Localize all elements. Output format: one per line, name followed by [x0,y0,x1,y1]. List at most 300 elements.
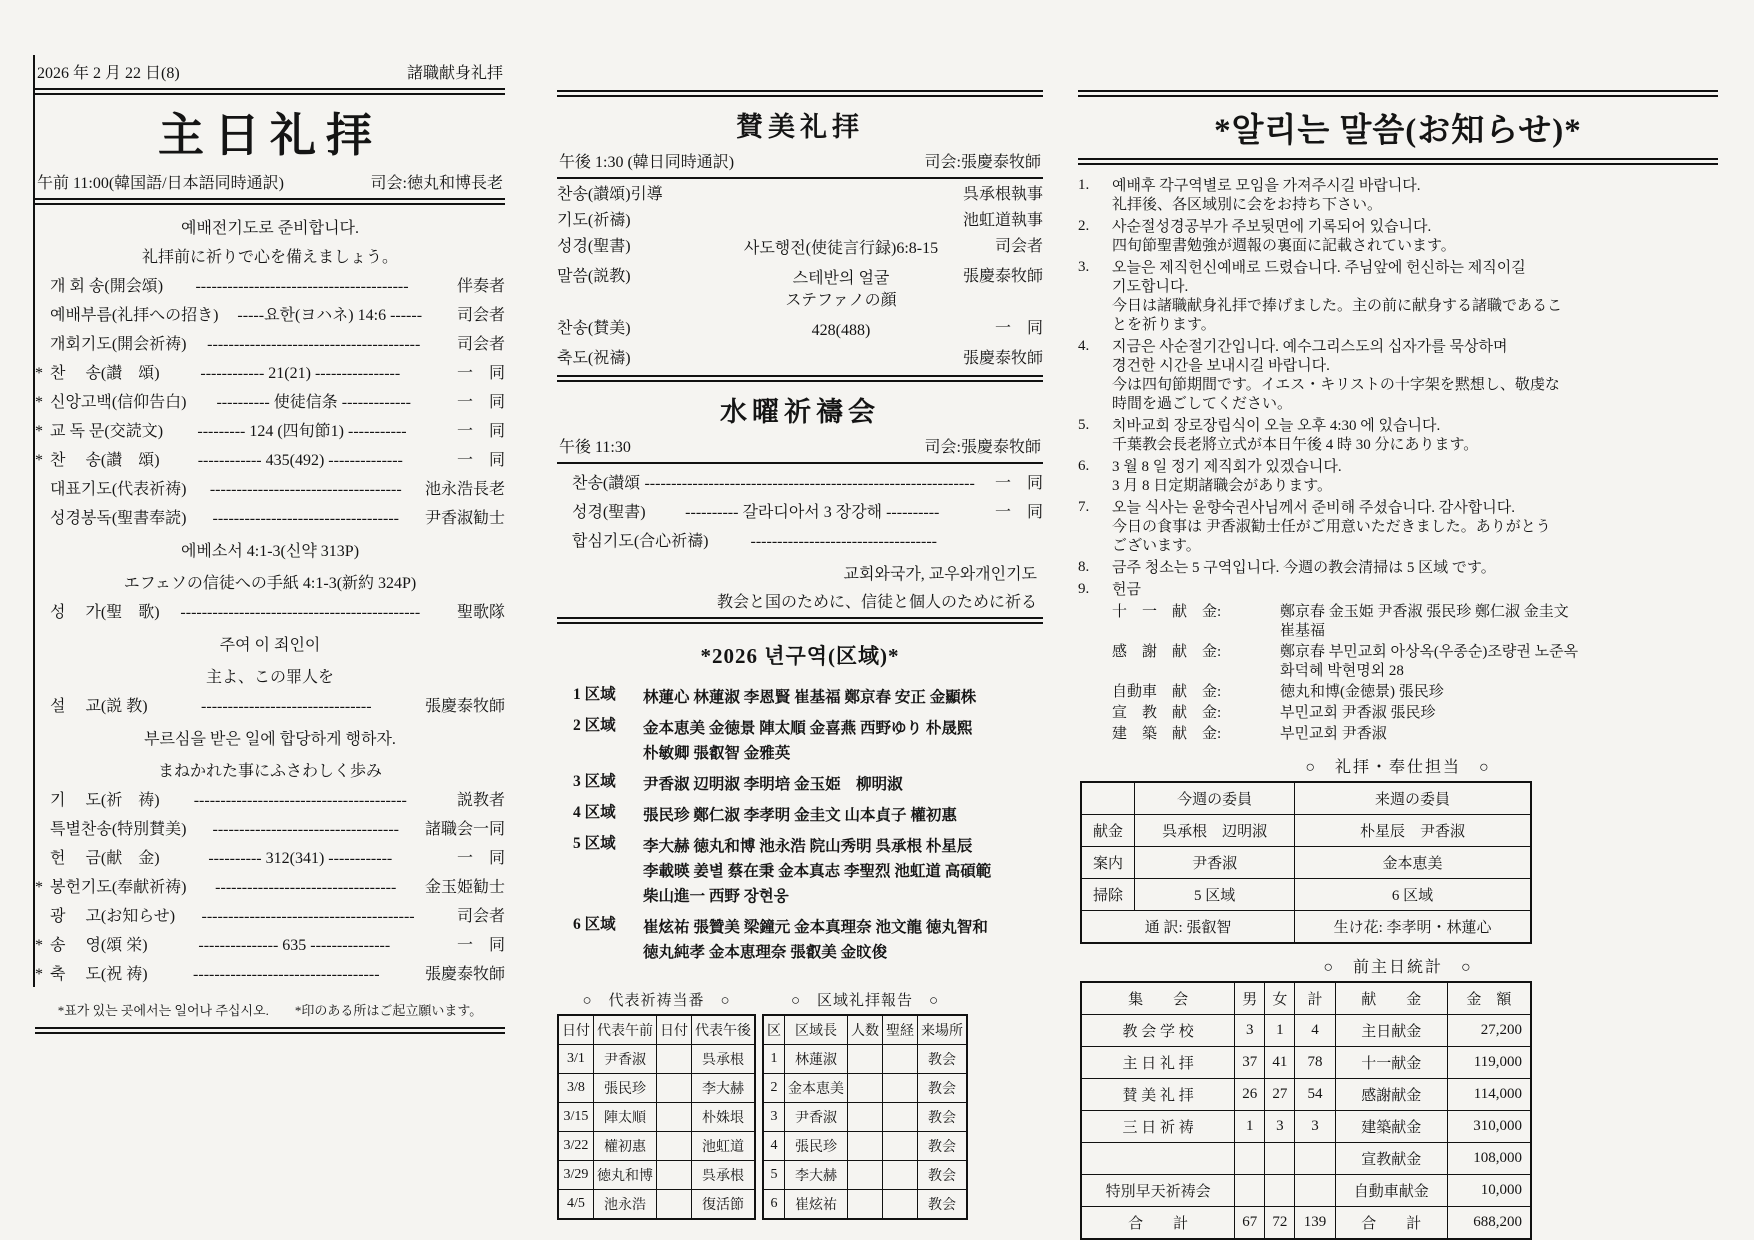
table-cell: 十一献金 [1335,1047,1447,1079]
prayer-duty-table [557,1014,756,1220]
announcement-text [1112,338,1718,414]
table-cell [883,1132,918,1161]
table-row [1081,815,1531,847]
order-row [35,878,505,897]
districts-title: *2026 년구역(区域)* [700,644,900,668]
table-cell [657,1074,692,1103]
duty-next-week-cell: 6 区域 [1295,879,1531,911]
announcement-line: とを祈ります。 [1112,317,1216,333]
praise-item-content [725,185,957,187]
order-person: 金玉姫勧士 [424,879,505,896]
order-person: 一 同 [456,452,505,469]
announcement-line: 지금은 사순절기간입니다. 예수그리스도의 십자가를 묵상하며 [1112,339,1508,355]
table-cell: 建築献金 [1335,1111,1447,1143]
table-header-row [558,1015,755,1045]
star-mark: * [35,879,43,896]
table-cell: 朴姝垠 [692,1103,756,1132]
order-subline: 에베소서 4:1-3(신약 313P) [180,543,360,560]
table-cell [1235,1143,1265,1175]
district-number: 4 区域 [573,804,616,821]
table-row [1081,1175,1531,1207]
table-cell: 呉承根 [692,1161,756,1190]
table-cell: 金本恵美 [785,1074,848,1103]
district-number: 1 区域 [573,686,616,703]
district-members-line: 柴山進一 西野 장현웅 [643,888,789,905]
announcement-item [1078,499,1718,556]
order-leader: -----요한(ヨハネ) 14:6 ------ [237,307,423,324]
table-cell [1265,1175,1295,1207]
order-leader: ----------------------------------- [212,510,399,527]
offering-type: 自動車 献 金: [1112,684,1222,700]
praise-item-label: 기도(祈禱) [557,212,631,229]
order-leader: ---------------------------------- [215,879,397,896]
table-row [558,1103,755,1132]
announcement-item [1078,259,1718,335]
praise-item-content [725,267,957,313]
table-cell: 尹香淑 [594,1045,657,1074]
order-person: 伴奏者 [456,278,505,295]
order-row [35,849,505,868]
table-cell: 78 [1295,1047,1335,1079]
order-item-label: 기 도(祈 祷) [50,792,160,809]
announcement-number: 6. [1078,458,1090,474]
wednesday-mc: 司会:張慶泰牧師 [924,439,1041,456]
duty-label-cell: 案内 [1081,847,1135,879]
event-name: 諸職献身礼拝 [406,65,503,82]
table-cell: 3 [763,1103,785,1132]
praise-item-content [725,211,957,213]
district-number: 5 区域 [573,835,616,852]
order-person: 一 同 [994,475,1043,492]
table-row [558,1161,755,1190]
table-row [1081,1047,1531,1079]
table-cell: 26 [1235,1079,1265,1111]
district-report-table-title: ○ 区域礼拝報告 ○ [790,993,940,1009]
table-cell: 三 日 祈 祷 [1081,1111,1235,1143]
announcements-title: *알리는 말씀(お知らせ)* [1214,113,1582,149]
order-leader: ---------- 312(341) ------------ [208,850,393,867]
table-cell: 李大赫 [692,1074,756,1103]
table-cell: 徳丸和博 [594,1161,657,1190]
table-cell: 3/29 [558,1161,594,1190]
table-cell: 合 計 [1081,1207,1235,1240]
district-members [643,682,1043,710]
order-row [35,907,505,926]
service-info-row [37,170,503,193]
order-item-label: 찬 송(讃 頌) [50,365,160,382]
order-leader: ------------ 21(21) ---------------- [200,365,401,382]
table-cell [657,1045,692,1074]
district-members-line: 李載暎 姜별 蔡在秉 金本真志 李聖烈 池虹道 高碩範 [643,863,992,880]
table-row [1081,1079,1531,1111]
table-cell: 感謝献金 [1335,1079,1447,1111]
table-cell [1081,1143,1235,1175]
announcement-line: 오늘 식사는 윤향숙권사님께서 준비해 주셨습니다. 감사합니다. [1112,500,1515,516]
prayer-duty-table-wrap [557,989,756,1220]
order-row [35,277,505,296]
order-row [557,474,1043,493]
table-row [763,1132,967,1161]
table-cell: 139 [1295,1207,1335,1240]
table-row [558,1045,755,1074]
praise-item-label: 말씀(説教) [557,268,631,285]
duty-label-cell: 掃除 [1081,879,1135,911]
order-row [35,509,505,528]
order-item-label: 성경봉독(聖書奉読) [50,510,187,527]
praise-row [557,267,1043,313]
table-cell: 教会 [918,1190,968,1220]
order-subline: 주여 이 죄인이 [219,637,321,654]
table-header-cell: 今週の委員 [1135,782,1295,815]
table-header-cell: 献 金 [1335,982,1447,1015]
announcement-line: 헌금 [1112,582,1141,598]
order-person: 一 同 [456,365,505,382]
announcement-line: 今日は諸職献身礼拝で捧げました。主の前に献身する諸職であるこ [1112,298,1563,314]
order-leader: ----------------------------------- [193,966,380,983]
interpreter-cell: 通 訳: 張叡智 [1081,911,1295,944]
praise-person: 張慶泰牧師 [962,268,1043,285]
divider [1078,158,1718,165]
district-members [643,831,1043,909]
announcement-line: 3 월 8 일 정기 제직회가 있겠습니다. [1112,459,1342,475]
mid-tables [557,989,1043,1220]
district-number: 6 区域 [573,916,616,933]
announcement-line: 3 月 8 日定期諸職会があります。 [1112,478,1333,494]
announcement-line: 예배후 각구역별로 모임을 가져주시길 바랍니다. [1112,178,1421,194]
order-row [35,335,505,354]
table-cell: 教会 [918,1132,968,1161]
table-cell: 3 [1235,1015,1265,1047]
order-person: 一 同 [456,423,505,440]
announcement-item [1078,581,1718,600]
order-item-label: 봉헌기도(奉献祈祷) [50,879,187,896]
district-row [573,800,1043,828]
district-members-line: 尹香淑 辺明淑 李明培 金玉姫 柳明淑 [643,776,903,793]
table-cell: 41 [1265,1047,1295,1079]
table-cell: 37 [1235,1047,1265,1079]
table-header-cell: 来週の委員 [1295,782,1531,815]
announcement-text [1112,559,1718,578]
prayer-topic-line: 教会と国のために、信徒と個人のために祈る [716,594,1037,611]
table-row [1081,879,1531,911]
table-row [558,1190,755,1220]
praise-content-line: 428(488) [811,322,871,339]
district-row [573,831,1043,909]
offering-row [1112,725,1718,744]
table-row [1081,1015,1531,1047]
stats-table-title: ○ 前主日統計 ○ [1323,959,1473,976]
order-leader: ------------ 435(492) -------------- [197,452,403,469]
table-header-cell: 代表午後 [692,1015,756,1045]
star-mark: * [35,394,43,411]
praise-time: 午後 1:30 (韓日同時通訳) [559,154,735,171]
praise-content-line: 스테반의 얼굴 [792,270,890,287]
offering-type: 宣 教 献 金: [1112,705,1222,721]
announcement-number: 3. [1078,259,1090,275]
table-cell: 呉承根 [692,1045,756,1074]
order-row [35,791,505,810]
table-row [763,1161,967,1190]
star-mark: * [35,966,43,983]
order-item-label: 교 독 문(交読文) [50,423,164,440]
order-person: 聖歌隊 [456,604,505,621]
order-leader: ----------------------------------- [212,821,399,838]
table-cell: 復活節 [692,1190,756,1220]
order-item-label: 찬 송(讃 頌) [50,452,160,469]
table-cell: 4 [1295,1015,1335,1047]
district-row [573,769,1043,797]
star-mark: * [35,365,43,382]
praise-row [557,349,1043,369]
table-cell: 張民珍 [785,1132,848,1161]
district-row [573,682,1043,710]
order-row [35,697,505,716]
wednesday-meeting-title: 水曜祈禱会 [720,397,880,427]
praise-mc: 司会:張慶泰牧師 [924,154,1041,171]
district-members-line: 張民珍 鄭仁淑 李孝明 金圭文 山本貞子 權初惠 [643,807,957,824]
offering-names [1280,725,1718,744]
table-cell: 3 [1265,1111,1295,1143]
district-members [643,800,1043,828]
praise-item-label: 성경(聖書) [557,238,631,255]
district-members-line: 金本恵美 金徳景 陣太順 金喜燕 西野ゆり 朴晟熙 [643,720,973,737]
table-row [763,1103,967,1132]
table-cell [883,1045,918,1074]
table-row [763,1045,967,1074]
wednesday-prayer-topics [557,561,1043,612]
standing-note: *표가 있는 곳에서는 일어나 주십시오. *印のある所はご起立願います。 [57,1003,483,1018]
prayer-duty-table-title: ○ 代表祈祷当番 ○ [582,993,731,1009]
order-item-label: 광 고(お知らせ) [50,908,176,925]
order-row [35,364,505,383]
table-cell: 1 [1235,1111,1265,1143]
table-header-cell: 区域長 [785,1015,848,1045]
announcement-item [1078,417,1718,455]
announcements-list [1078,177,1718,600]
order-leader: ---------- 갈라디아서 3 장강해 ---------- [685,504,940,521]
praise-row [557,237,1043,261]
table-cell [848,1161,883,1190]
order-person: 一 同 [456,850,505,867]
table-cell [1295,1143,1335,1175]
table-cell: 54 [1295,1079,1335,1111]
prep-line: 예배전기도로 준비합니다. [180,220,360,237]
preparation-lines [35,215,505,267]
table-row [1081,1143,1531,1175]
announcement-line: 사순절성경공부가 주보뒷면에 기록되어 있습니다. [1112,219,1432,235]
table-cell: 67 [1235,1207,1265,1240]
order-person: 張慶泰牧師 [424,966,505,983]
offering-names [1280,683,1718,702]
announcement-text [1112,417,1718,455]
table-cell: 林蓮淑 [785,1045,848,1074]
table-cell: 教 会 学 校 [1081,1015,1235,1047]
table-row [1081,1207,1531,1240]
divider [1078,90,1718,97]
table-header-cell: 来場所 [918,1015,968,1045]
order-person: 司会者 [456,336,505,353]
praise-item-label: 축도(祝禱) [557,350,631,367]
table-row [1081,847,1531,879]
table-cell: 108,000 [1447,1143,1531,1175]
announcement-number: 9. [1078,581,1090,597]
table-cell [657,1103,692,1132]
previous-sunday-stats-table [1080,981,1532,1240]
order-leader: ----------------------------------- [750,533,937,550]
order-person: 池永浩長老 [424,481,505,498]
order-leader: -------------------------------------------------------------- [644,475,975,492]
order-leader: --------------- 635 --------------- [198,937,391,954]
table-row [558,1132,755,1161]
praise-info-row [559,149,1041,172]
praise-item-label: 찬송(讃頌)引導 [557,186,663,203]
table-cell [657,1132,692,1161]
order-item-label: 대표기도(代表祈祷) [50,481,187,498]
order-item-label: 축 도(祝 祷) [50,966,148,983]
table-header-row [1081,782,1531,815]
praise-content-line: ステファノの顔 [785,292,897,309]
table-cell: 4 [763,1132,785,1161]
table-cell: 6 [763,1190,785,1220]
duty-label-cell: 献金 [1081,815,1135,847]
table-header-row [1081,982,1531,1015]
announcement-item [1078,218,1718,256]
offering-names-line: 부민교회 尹香淑 張民珍 [1280,705,1436,721]
table-cell: 尹香淑 [785,1103,848,1132]
table-cell: 10,000 [1447,1175,1531,1207]
sunday-worship-panel [35,55,505,1036]
announcement-text [1112,177,1718,215]
order-item-label: 특별찬송(特別賛美) [50,821,187,838]
district-members [643,912,1043,965]
order-leader: ------------------------------------ [209,481,402,498]
announcement-line: 今は四旬節期間です。イエス・キリストの十字架を黙想し、敬虔な [1112,377,1560,393]
announcement-line: 礼拝後、各区域別に会をお持ち下さい。 [1112,197,1383,213]
table-header-cell [1081,782,1135,815]
announcement-line: 오늘은 제직헌신예배로 드렸습니다. 주님앞에 헌신하는 제직이길 [1112,260,1526,276]
wednesday-info-row [559,434,1041,457]
table-cell: 合 計 [1335,1207,1447,1240]
announcement-line: 기도합니다. [1112,279,1189,295]
announcement-number: 1. [1078,177,1090,193]
prep-line: 礼拝前に祈りで心を備えましょう。 [141,249,398,266]
service-mc: 司会:徳丸和博長老 [370,175,503,192]
offering-row [1112,603,1718,641]
order-item-label: 합심기도(合心祈禱) [572,533,709,550]
table-header-cell: 男 [1235,982,1265,1015]
announcement-item [1078,177,1718,215]
table-cell: 教会 [918,1103,968,1132]
district-members-line: 林蓮心 林蓮淑 李恩賢 崔基福 鄭京春 安正 金顯株 [643,689,977,706]
table-cell [883,1161,918,1190]
table-cell: 自動車献金 [1335,1175,1447,1207]
offering-names-line: 부민교회 尹香淑 [1280,726,1387,742]
order-row [35,603,505,622]
star-mark: * [35,452,43,469]
table-cell: 權初惠 [594,1132,657,1161]
announcement-line: 今日の食事は 尹香淑勧士任がご用意いただきました。ありがとう [1112,519,1551,535]
table-cell [848,1103,883,1132]
announcement-text [1112,458,1718,496]
table-cell: 陣太順 [594,1103,657,1132]
table-cell: 崔炫祐 [785,1190,848,1220]
divider [557,617,1043,624]
announcement-line: 時間を過ごしてください。 [1112,396,1293,412]
district-members-line: 李大赫 徳丸和博 池永浩 院山秀明 呉承根 朴星辰 [643,838,973,855]
order-item-label: 개 회 송(開会頌) [50,278,164,295]
offering-names [1280,643,1718,681]
offering-type: 建 築 献 金: [1112,726,1222,742]
table-cell [848,1074,883,1103]
table-cell [883,1103,918,1132]
table-cell: 3/22 [558,1132,594,1161]
offering-type: 十 一 献 金: [1112,604,1222,620]
announcement-line: 치바교회 장로장립식이 오늘 오후 4:30 에 있습니다. [1112,418,1441,434]
announcement-number: 8. [1078,559,1090,575]
table-cell [1235,1175,1265,1207]
star-mark: * [35,937,43,954]
order-leader: -------------------------------- [201,698,372,715]
table-cell: 賛 美 礼 拝 [1081,1079,1235,1111]
flowers-cell: 生け花: 李孝明・林蓮心 [1295,911,1531,944]
offering-row [1112,683,1718,702]
announcement-line: ございます。 [1112,538,1201,554]
order-of-worship [35,277,505,984]
announcement-item [1078,458,1718,496]
praise-person: 張慶泰牧師 [962,350,1043,367]
order-row [35,393,505,412]
order-person: 諸職会一同 [424,821,505,838]
praise-content-line: 사도행전(使徒言行録)6:8-15 [743,240,939,257]
order-person: 司会者 [456,307,505,324]
table-cell: 3/1 [558,1045,594,1074]
table-cell: 特別早天祈祷会 [1081,1175,1235,1207]
announcement-line: 千葉教会長老將立式が本日午後 4 時 30 分にあります。 [1112,437,1479,453]
announcement-text [1112,259,1718,335]
table-cell: 主 日 礼 拝 [1081,1047,1235,1079]
divider [35,1027,505,1034]
divider [35,198,505,205]
table-header-row [763,1015,967,1045]
praise-row [557,211,1043,231]
praise-row [557,319,1043,343]
order-row [35,451,505,470]
table-cell: 114,000 [1447,1079,1531,1111]
announcement-number: 5. [1078,417,1090,433]
district-row [573,912,1043,965]
table-cell [848,1190,883,1220]
praise-item-content [725,237,957,261]
order-person: 尹香淑勧士 [424,510,505,527]
duty-this-week-cell: 尹香淑 [1135,847,1295,879]
praise-person: 一 同 [994,320,1043,337]
order-item-label: 개회기도(開会祈祷) [50,336,187,353]
table-cell: 688,200 [1447,1207,1531,1240]
order-row [35,936,505,955]
duty-table-title: ○ 礼拝・奉仕担当 ○ [1305,759,1491,776]
district-members-line: 徳丸純孝 金本恵理奈 張叡美 金旼俊 [643,944,888,961]
district-row [573,713,1043,766]
page-header [37,60,503,83]
praise-person: 池虹道執事 [962,212,1043,229]
order-person: 一 同 [456,394,505,411]
table-cell: 張民珍 [594,1074,657,1103]
duty-next-week-cell: 朴星辰 尹香淑 [1295,815,1531,847]
duty-next-week-cell: 金本恵美 [1295,847,1531,879]
district-members [643,713,1043,766]
district-members-line: 朴敏卿 張叡智 金雅英 [643,745,791,762]
table-cell [1295,1175,1335,1207]
